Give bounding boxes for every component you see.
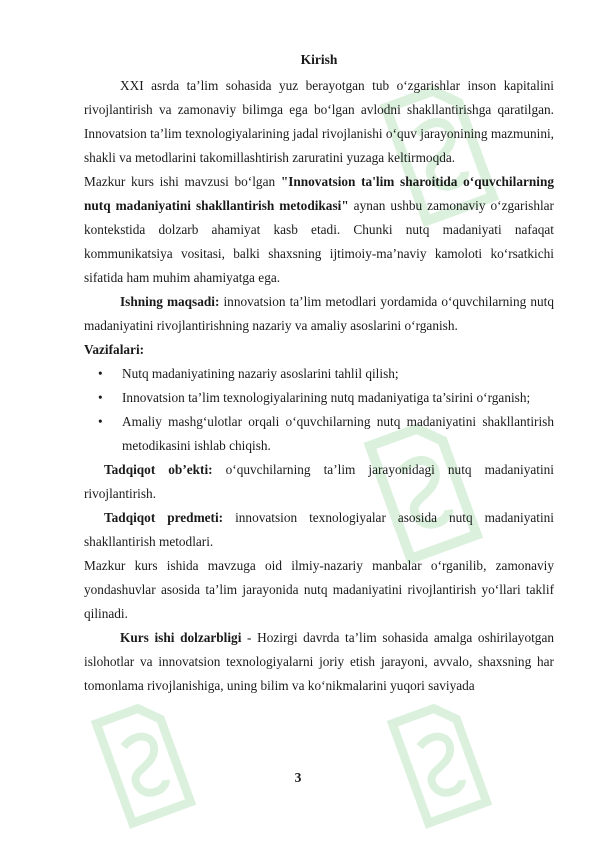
bullet-icon: • bbox=[98, 390, 103, 405]
page-number: 3 bbox=[294, 770, 302, 785]
document-page bbox=[84, 52, 554, 698]
subject-paragraph bbox=[84, 506, 554, 554]
tasks-title: Vazifalari: bbox=[84, 342, 145, 357]
list-item bbox=[84, 410, 554, 458]
tasks-list bbox=[84, 362, 554, 458]
intro-paragraph: XXI asrda ta’lim sohasida yuz berayotgan tub o‘zgarishlar inson kapitalini rivojlantirish va zamonaviy bilimga ega bo‘lgan avlodni shakllantirishga qaratilgan. Innovatsion ta’lim texnologiyalarining jadal rivojlanishi o‘quv jarayonining mazmunini, shakli va metodlarini takomillashtirish zaruratini yuzaga keltirmoqda. bbox=[84, 78, 554, 165]
subject-label: Tadqiqot predmeti: bbox=[104, 510, 224, 525]
task-text: Amaliy mashg‘ulotlar orqali o‘quvchilarning nutq madaniyatini shakllantirish metodikasini ishlab chiqish. bbox=[122, 414, 554, 453]
relevance-label: Kurs ishi dolzarbligi bbox=[120, 630, 242, 645]
object-paragraph bbox=[84, 458, 554, 506]
goal-text: innovatsion ta’lim metodlari yordamida o‘quvchilarning nutq madaniyatini rivojlantirishning nazariy va amaliy asoslarini o‘rganish. bbox=[84, 294, 554, 333]
list-item bbox=[84, 386, 554, 410]
bullet-icon: • bbox=[98, 366, 103, 381]
subject-text: innovatsion texnologiyalar asosida nutq madaniyatini shakllantirish metodlari. bbox=[84, 510, 554, 549]
object-text: o‘quvchilarning ta’lim jarayonidagi nutq madaniyatini rivojlantirish. bbox=[84, 462, 554, 501]
sources-paragraph: Mazkur kurs ishida mavzuga oid ilmiy-nazariy manbalar o‘rganilib, zamonaviy yondashuvlar asosida ta’lim jarayonida nutq madaniyatini rivojlantirish yo‘llari taklif qilinadi. bbox=[84, 558, 554, 621]
goal-label: Ishning maqsadi: bbox=[120, 294, 220, 309]
watermark-icon bbox=[366, 692, 516, 842]
relevance-paragraph bbox=[84, 626, 554, 698]
topic-title: "Innovatsion ta'lim sharoitida o‘quvchilarning nutq madaniyatini shakllantirish metodikasi" bbox=[84, 174, 554, 213]
topic-paragraph bbox=[84, 170, 554, 290]
topic-lead-text: Mazkur kurs ishi mavzusi bo‘lgan bbox=[84, 174, 281, 189]
topic-rest-text: aynan ushbu zamonaviy o‘zgarishlar kontekstida dolzarb ahamiyat kasb etadi. Chunki nutq madaniyati nafaqat kommunikatsiya vositasi, balki shaxsning ijtimoiy-ma’naviy kamoloti ko‘rsatkichi sifatida ham muhim ahamiyatga ega. bbox=[84, 198, 554, 285]
relevance-text: - Hozirgi davrda ta’lim sohasida amalga oshirilayotgan islohotlar va innovatsion texnologiyalarni joriy etish jarayoni, avvalo, shaxsning har tomonlama rivojlanishiga, uning bilim va ko‘nikmalarini yuqori saviyada bbox=[84, 630, 554, 693]
task-text: Innovatsion ta’lim texnologiyalarining nutq madaniyatiga ta’sirini o‘rganish; bbox=[122, 390, 531, 405]
watermark-icon bbox=[70, 692, 220, 842]
section-heading: Kirish bbox=[300, 52, 338, 67]
task-text: Nutq madaniyatining nazariy asoslarini tahlil qilish; bbox=[122, 366, 399, 381]
object-label: Tadqiqot ob’ekti: bbox=[104, 462, 213, 477]
list-item bbox=[84, 362, 554, 386]
goal-paragraph bbox=[84, 290, 554, 338]
bullet-icon: • bbox=[98, 414, 103, 429]
